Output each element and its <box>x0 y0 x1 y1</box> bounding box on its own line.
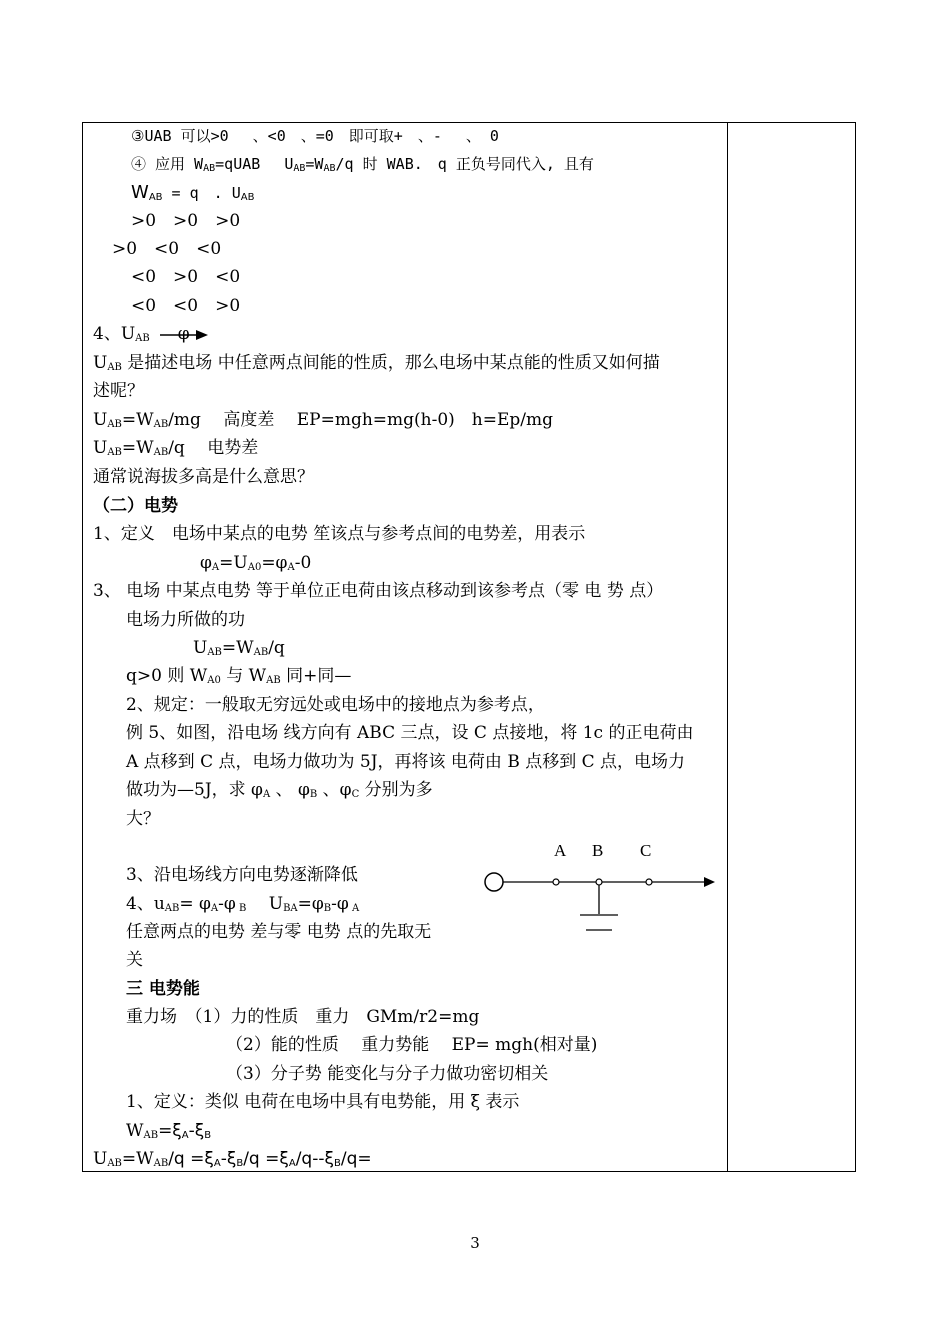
line-altitude-question: 通常说海拔多高是什么意思？ <box>93 467 314 487</box>
line-energy-definition: 1、定义：类似 电荷在电场中具有电势能，用 ξ 表示 <box>126 1092 520 1112</box>
line-gravity-force: 重力场 （1）力的性质 重力 GMm/r2=mg <box>126 1007 480 1027</box>
label-c: C <box>640 841 652 860</box>
sign-row-3: <0 >0 <0 <box>131 267 241 287</box>
label-a: A <box>554 841 567 860</box>
field-arrowhead <box>704 877 715 887</box>
field-line-diagram <box>480 836 720 936</box>
arrow-icon <box>160 328 208 342</box>
line-rule: 2、规定：一般取无穷远处或电场中的接地点为参考点， <box>126 695 545 715</box>
line-independence-end: 关 <box>126 950 143 970</box>
line-example-2: A 点移到 C 点，电场力做功为 5J，再将该 电荷由 B 点移到 C 点，电场力 <box>126 752 686 772</box>
line-wab-xi: $W_{AB}=\xi_A-\xi_B$ <box>126 1121 212 1141</box>
section-heading-energy: 三 电势能 <box>126 979 200 999</box>
line-uab-phi: 4、$u_{AB}= \varphi_A-\varphi$ $_B$ $U_{BA}=\varphi_B-\varphi$ $_A$ <box>126 894 360 914</box>
line-uab-formula: $U_{AB}=W_{AB}/q$ <box>193 638 285 658</box>
line-definition: 1、定义 电场中某点的电势 笙该点与参考点间的电势差，用表示 <box>93 524 586 544</box>
page-number: 3 <box>470 1234 480 1252</box>
line-uab-xi: $U_{AB}=W_{AB}/q =\xi_A-\xi_B/q =\xi_A/q--\xi_B/q=$ <box>93 1149 372 1169</box>
point-b <box>596 879 602 885</box>
line-apply-formula: ④ 应用 $W_{AB}=qUAB$ $U_{AB}=W_{AB}/q$ 时 WAB. q 正负号同代入, 且有 <box>131 155 594 174</box>
section-heading-potential: （二）电势 <box>93 496 178 516</box>
point-a <box>553 879 559 885</box>
line-point-potential: 3、 电场 中某点电势 等于单位正电荷由该点移动到该参考点（零 电 势 点） <box>93 581 664 601</box>
line-molecular: （3）分子势 能变化与分子力做功密切相关 <box>226 1064 549 1084</box>
source-charge <box>485 873 503 891</box>
line-example-3: 做功为—5J，求 $\varphi_A$ 、 $\varphi_B$ 、$\varphi_C$ 分别为多 <box>126 780 433 800</box>
line-uab-sign: ③UAB 可以>0 、<0 、=0 即可取+ 、- 、 0 <box>131 127 499 145</box>
line-uab-to-phi: 4、$U_{AB}$ φ <box>93 324 172 349</box>
line-question: 述呢？ <box>93 381 144 401</box>
line-height-diff: $U_{AB}=W_{AB}/mg$ 高度差 EP=mgh=mg(h-0) h=Ep/mg <box>93 410 554 430</box>
line-q-positive: q>0 则 $W_{A0}$ 与 $W_{AB}$ 同+同— <box>126 666 352 686</box>
point-c <box>646 879 652 885</box>
line-uab-description: $U_{AB}$ 是描述电场 中任意两点间能的性质，那么电场中某点能的性质又如何描 <box>93 353 660 373</box>
column-divider <box>727 123 728 1171</box>
line-field-direction: 3、沿电场线方向电势逐渐降低 <box>126 865 358 885</box>
sign-row-2: >0 <0 <0 <box>112 239 222 259</box>
label-b: B <box>592 841 604 860</box>
line-independence: 任意两点的电势 差与零 电势 点的先取无 <box>126 922 432 942</box>
sign-row-4: <0 <0 >0 <box>131 296 241 316</box>
line-gravity-energy: （2）能的性质 重力势能 EP= mgh(相对量) <box>226 1035 598 1055</box>
sign-row-1: >0 >0 >0 <box>131 211 241 231</box>
line-wab-equation: $W_{AB} = q$ . $U_{AB}$ <box>131 182 255 203</box>
line-example-1: 例 5、如图，沿电场 线方向有 ABC 三点，设 C 点接地，将 1c 的正电荷由 <box>126 723 694 743</box>
line-phi-formula: $\varphi_A=U_{A0}=\varphi_A-0$ <box>200 553 312 573</box>
line-work: 电场力所做的功 <box>126 610 245 630</box>
line-potential-diff: $U_{AB}=W_{AB}/q$ 电势差 <box>93 438 259 458</box>
line-example-4: 大？ <box>126 809 160 829</box>
